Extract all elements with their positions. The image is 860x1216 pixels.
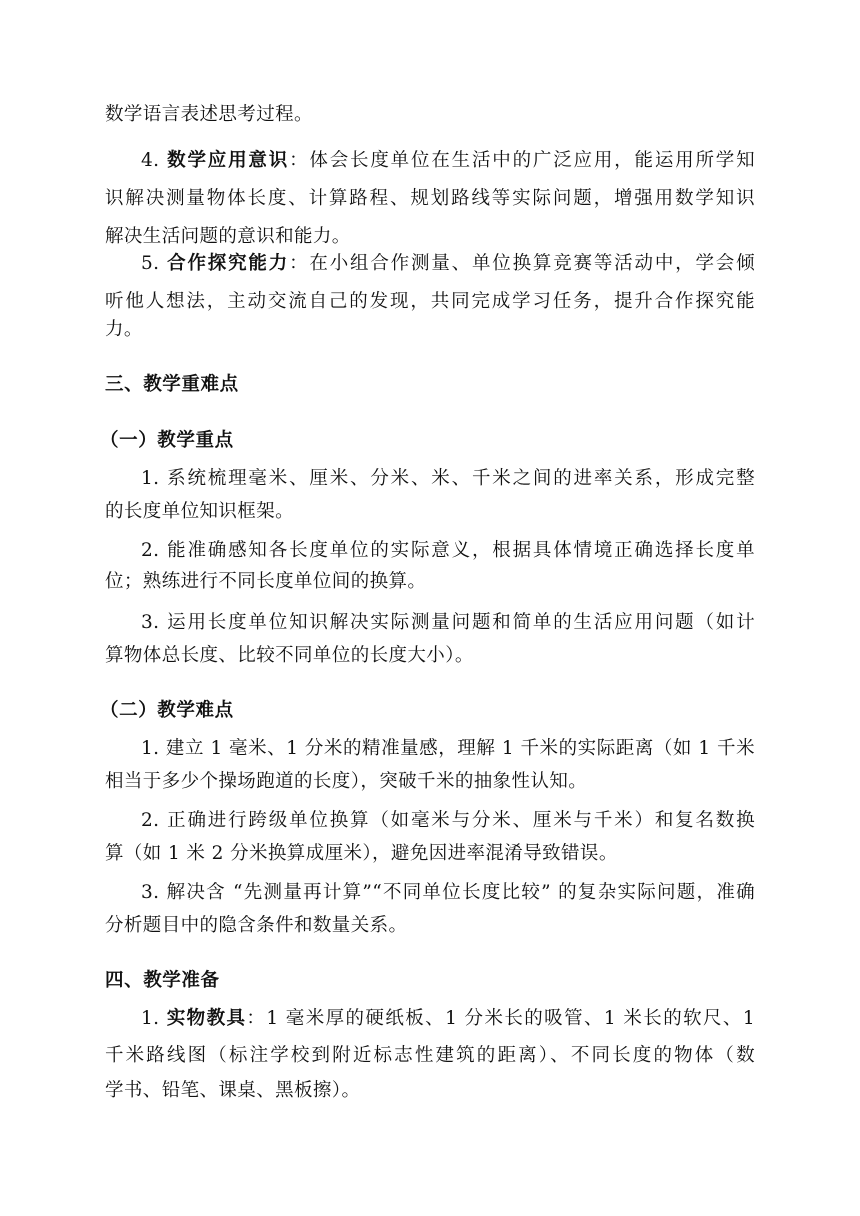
item-text: ：体会长度单位在生活中的广泛应用，能运用所学知 bbox=[289, 150, 756, 171]
paragraph-line: 数学语言表述思考过程。 bbox=[105, 104, 313, 125]
list-item-continuation: 算（如 1 米 2 分米换算成厘米），避免因进率混淆导致错误。 bbox=[105, 843, 618, 864]
paragraph-line: 力。 bbox=[105, 319, 143, 340]
item-number: 4. bbox=[141, 150, 160, 171]
paragraph-line: 听他人想法，主动交流自己的发现，共同完成学习任务，提升合作探究能 bbox=[105, 291, 755, 312]
item-number: 5. bbox=[141, 253, 160, 274]
item-text: ：1 毫米厚的硬纸板、1 分米长的吸管、1 米长的软尺、1 bbox=[246, 1008, 756, 1029]
item-number: 1. bbox=[141, 1008, 160, 1029]
paragraph-line bbox=[141, 143, 755, 179]
list-item-continuation: 千米路线图（标注学校到附近标志性建筑的距离）、不同长度的物体（数 bbox=[105, 1045, 755, 1066]
list-item: 3. 运用长度单位知识解决实际测量问题和简单的生活应用问题（如计 bbox=[141, 612, 755, 633]
bold-term: 数学应用意识 bbox=[167, 150, 290, 171]
section-heading: 四、教学准备 bbox=[105, 970, 220, 991]
list-item bbox=[141, 1001, 755, 1037]
item-text: ：在小组合作测量、单位换算竞赛等活动中，学会倾 bbox=[289, 253, 756, 274]
paragraph-line: 识解决测量物体长度、计算路程、规划路线等实际问题，增强用数学知识 bbox=[105, 188, 755, 209]
subsection-heading: （二）教学难点 bbox=[100, 700, 234, 721]
list-item-continuation: 算物体总长度、比较不同单位的长度大小）。 bbox=[105, 645, 474, 666]
list-item: 3. 解决含 “先测量再计算”“不同单位长度比较” 的复杂实际问题，准确 bbox=[141, 882, 755, 903]
subsection-heading: （一）教学重点 bbox=[100, 430, 234, 451]
list-item: 2. 能准确感知各长度单位的实际意义，根据具体情境正确选择长度单 bbox=[141, 540, 755, 561]
list-item: 1. 系统梳理毫米、厘米、分米、米、千米之间的进率关系，形成完整 bbox=[141, 468, 755, 489]
list-item-continuation: 相当于多少个操场跑道的长度），突破千米的抽象性认知。 bbox=[105, 771, 588, 792]
bold-term: 实物教具 bbox=[166, 1008, 247, 1029]
paragraph-line: 解决生活问题的意识和能力。 bbox=[105, 226, 351, 247]
list-item-continuation: 学书、铅笔、课桌、黑板擦）。 bbox=[105, 1080, 361, 1101]
paragraph-line bbox=[141, 246, 755, 282]
list-item-continuation: 分析题目中的隐含条件和数量关系。 bbox=[105, 915, 408, 936]
list-item: 1. 建立 1 毫米、1 分米的精准量感，理解 1 千米的实际距离（如 1 千米 bbox=[141, 738, 755, 759]
bold-term: 合作探究能力 bbox=[167, 253, 290, 274]
list-item: 2. 正确进行跨级单位换算（如毫米与分米、厘米与千米）和复名数换 bbox=[141, 810, 755, 831]
list-item-continuation: 的长度单位知识框架。 bbox=[105, 501, 295, 522]
list-item-continuation: 位；熟练进行不同长度单位间的换算。 bbox=[105, 571, 427, 592]
section-heading: 三、教学重难点 bbox=[105, 374, 239, 395]
